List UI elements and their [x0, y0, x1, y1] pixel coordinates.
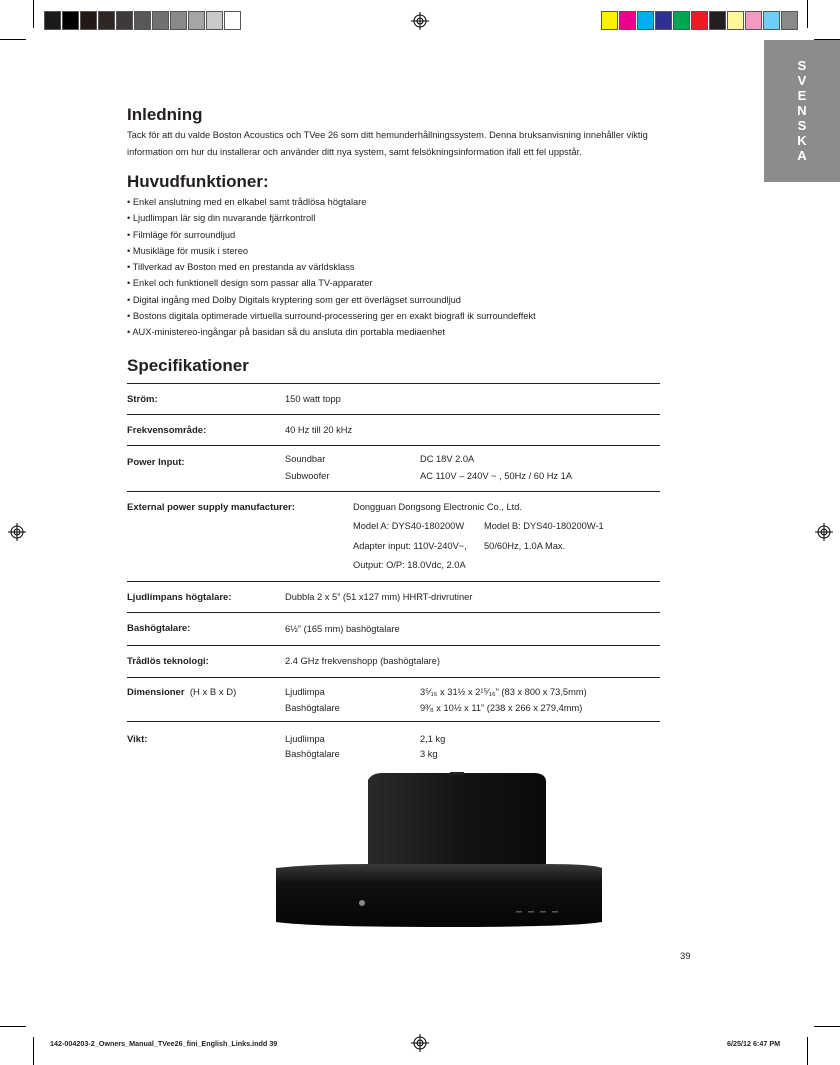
- tab-letter: K: [797, 133, 807, 148]
- vikt-row-name: Ljudlimpa: [285, 734, 325, 744]
- ext-model-b: Model B: DYS40-180200W-1: [484, 521, 604, 531]
- crop-mark: [807, 1037, 808, 1065]
- crop-mark: [807, 0, 808, 28]
- crop-mark: [33, 0, 34, 28]
- spec-label-ext: External power supply manufacturer:: [127, 502, 295, 513]
- tab-letter: V: [797, 73, 807, 88]
- intro-heading: Inledning: [127, 105, 203, 124]
- registration-mark-icon: [815, 523, 833, 541]
- list-item: • Tillverkad av Boston med en prestanda av världsklass: [127, 259, 536, 275]
- crop-mark: [0, 1026, 26, 1027]
- list-item: • Musikläge för musik i stereo: [127, 243, 536, 259]
- spec-label-tradlos: Trådlös teknologi:: [127, 656, 209, 667]
- color-swatch: [44, 11, 61, 30]
- tab-letter: S: [797, 58, 807, 73]
- divider: [127, 645, 660, 646]
- features-heading: Huvudfunktioner:: [127, 172, 269, 191]
- color-swatch: [62, 11, 79, 30]
- color-swatch: [601, 11, 618, 30]
- language-tab: [764, 40, 840, 182]
- ext-adapter-freq: 50/60Hz, 1.0A Max.: [484, 541, 566, 551]
- power-row-value: AC 110V – 240V ~ , 50Hz / 60 Hz 1A: [420, 471, 573, 481]
- divider: [127, 721, 660, 722]
- color-swatch: [619, 11, 636, 30]
- footer-date: 6/25/12 6:47 PM: [727, 1039, 781, 1048]
- spec-label-frekvens: Frekvensområde:: [127, 425, 207, 436]
- spec-value-bashogtalare: 6½” (165 mm) bashögtalare: [285, 624, 400, 634]
- spec-label-vikt: Vikt:: [127, 734, 148, 745]
- color-swatch: [116, 11, 133, 30]
- color-swatch: [134, 11, 151, 30]
- list-item: • Enkel anslutning med en elkabel samt trådlösa högtalare: [127, 194, 536, 210]
- product-image: [272, 772, 612, 932]
- spec-label-dimensioner: [127, 687, 236, 698]
- tab-letter: A: [797, 148, 807, 163]
- divider: [127, 612, 660, 613]
- list-item: • AUX-ministereo-ingångar på basidan så du ansluta din portabla mediaenhet: [127, 324, 536, 340]
- list-item: • Filmläge för surroundljud: [127, 227, 536, 243]
- list-item: • Bostons digitala optimerade virtuella surround-processering ger en exakt biografl ik surroundeffekt: [127, 308, 536, 324]
- ext-output: Output: O/P: 18.0Vdc, 2.0A: [353, 560, 466, 570]
- dimensioner-label: Dimensioner: [127, 687, 185, 698]
- dim-row-name: Ljudlimpa: [285, 687, 325, 697]
- spec-value-tradlos: 2.4 GHz frekvenshopp (bashögtalare): [285, 656, 441, 666]
- divider: [127, 414, 660, 415]
- color-swatch: [637, 11, 654, 30]
- divider: [127, 445, 660, 446]
- dim-row-value: 3⁵⁄₁₆ x 31½ x 2¹⁵⁄₁₆” (83 x 800 x 73,5mm): [420, 687, 587, 697]
- crop-mark: [814, 1026, 840, 1027]
- color-swatch: [152, 11, 169, 30]
- footer-filename: 142-004203-2_Owners_Manual_TVee26_fini_English_Links.indd 39: [50, 1039, 278, 1048]
- color-swatch: [763, 11, 780, 30]
- power-row-name: Soundbar: [285, 454, 326, 464]
- color-swatch: [98, 11, 115, 30]
- color-swatch: [727, 11, 744, 30]
- vikt-row-name: Bashögtalare: [285, 749, 340, 759]
- divider: [127, 581, 660, 582]
- color-swatch: [781, 11, 798, 30]
- spec-label-strom: Ström:: [127, 394, 158, 405]
- page-number: 39: [680, 951, 691, 962]
- registration-mark-icon: [8, 523, 26, 541]
- crop-mark: [0, 39, 26, 40]
- registration-mark-icon: [411, 1034, 429, 1052]
- vikt-row-value: 3 kg: [420, 749, 438, 759]
- list-item: • Enkel och funktionell design som passar alla TV-apparater: [127, 275, 536, 291]
- color-swatch: [170, 11, 187, 30]
- specs-heading: Specifikationer: [127, 356, 249, 375]
- features-list: [127, 194, 536, 341]
- color-swatch: [745, 11, 762, 30]
- power-row-name: Subwoofer: [285, 471, 330, 481]
- spec-value-strom: 150 watt topp: [285, 394, 341, 404]
- spec-label-ljudlimpa-hogtalare: Ljudlimpans högtalare:: [127, 592, 232, 603]
- ext-model-a: Model A: DYS40-180200W: [353, 521, 465, 531]
- color-swatch: [80, 11, 97, 30]
- dim-row-value: 9³⁄₈ x 10½ x 11” (238 x 266 x 279,4mm): [420, 703, 583, 713]
- list-item: • Ljudlimpan lär sig din nuvarande fjärrkontroll: [127, 210, 536, 226]
- power-row-value: DC 18V 2.0A: [420, 454, 475, 464]
- color-swatch: [673, 11, 690, 30]
- crop-mark: [33, 1037, 34, 1065]
- tab-letter: S: [797, 118, 807, 133]
- divider: [127, 491, 660, 492]
- ext-manufacturer: Dongguan Dongsong Electronic Co., Ltd.: [353, 502, 523, 512]
- color-swatch: [188, 11, 205, 30]
- color-swatch: [691, 11, 708, 30]
- divider: [127, 677, 660, 678]
- color-swatch: [206, 11, 223, 30]
- tab-letter: N: [797, 103, 807, 118]
- color-swatch: [224, 11, 241, 30]
- registration-mark-icon: [411, 12, 429, 30]
- intro-text: Tack för att du valde Boston Acoustics och TVee 26 som ditt hemunderhållningssystem. Denna bruksanvisning innehåller viktig information om hur du installerar och använder ditt nya system, samt felsökningsinformation ifall ett fel uppstår.: [127, 130, 648, 157]
- color-swatch: [655, 11, 672, 30]
- list-item: • Digital ingång med Dolby Digitals kryptering som ger ett överlägset surroundljud: [127, 292, 536, 308]
- dim-row-name: Bashögtalare: [285, 703, 340, 713]
- tab-letter: E: [797, 88, 807, 103]
- spec-label-power: Power Input:: [127, 457, 185, 468]
- spec-value-frekvens: 40 Hz till 20 kHz: [285, 425, 353, 435]
- spec-value-ljudlimpa-hogtalare: Dubbla 2 x 5” (51 x127 mm) HHRT-drivrutiner: [285, 592, 473, 602]
- divider: [127, 383, 660, 384]
- vikt-row-value: 2,1 kg: [420, 734, 446, 744]
- dimensioner-sub: (H x B x D): [189, 687, 237, 698]
- color-swatch: [709, 11, 726, 30]
- ext-adapter: Adapter input: 110V-240V~,: [353, 541, 467, 551]
- gray-color-bar: [44, 11, 242, 32]
- cmyk-color-bar: [601, 11, 799, 32]
- spec-label-bashogtalare: Bashögtalare:: [127, 623, 191, 634]
